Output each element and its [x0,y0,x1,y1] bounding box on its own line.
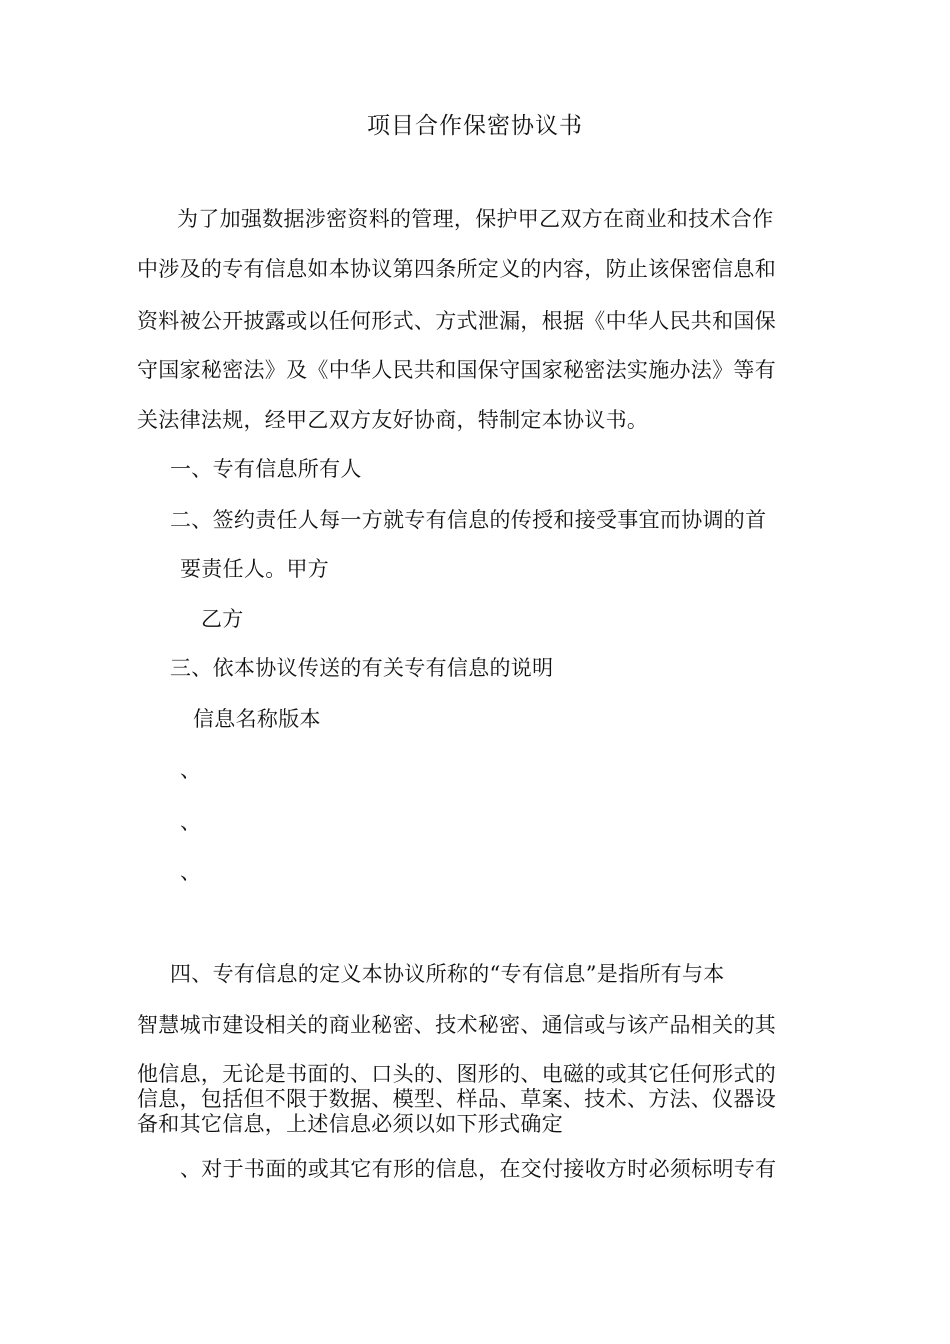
section-4-line-3: 他信息，无论是书面的、口头的、图形的、电磁的或其它任何形式的 [137,1062,776,1086]
list-mark-2: 、 [180,810,201,834]
document-title: 项目合作保密协议书 [367,113,583,139]
section-4-line-4: 信息，包括但不限于数据、模型、样品、草案、技术、方法、仪器设 [137,1087,776,1111]
section-3-table-header: 信息名称版本 [193,707,321,731]
section-2-line-2: 要责任人。甲方 [180,557,330,581]
section-2-line-1: 二、签约责任人每一方就专有信息的传授和接受事宜而协调的首 [170,508,767,532]
section-4-line-2: 智慧城市建设相关的商业秘密、技术秘密、通信或与该产品相关的其 [137,1013,776,1037]
section-4-item-1: 、对于书面的或其它有形的信息，在交付接收方时必须标明专有 [180,1157,777,1181]
intro-line-5: 关法律法规，经甲乙双方友好协商，特制定本协议书。 [137,408,649,432]
intro-line-3: 资料被公开披露或以任何形式、方式泄漏，根据《中华人民共和国保 [137,309,776,333]
section-2-party-b: 乙方 [201,607,244,631]
intro-line-4: 守国家秘密法》及《中华人民共和国保守国家秘密法实施办法》等有 [137,358,776,382]
section-1-heading: 一、专有信息所有人 [170,457,362,481]
section-3-heading: 三、依本协议传送的有关专有信息的说明 [170,656,554,680]
intro-line-1: 为了加强数据涉密资料的管理，保护甲乙双方在商业和技术合作 [177,207,774,231]
list-mark-3: 、 [180,860,201,884]
section-4-line-1: 四、专有信息的定义本协议所称的“专有信息”是指所有与本 [170,962,725,986]
list-mark-1: 、 [180,758,201,782]
intro-line-2: 中涉及的专有信息如本协议第四条所定义的内容，防止该保密信息和 [137,257,776,281]
section-4-line-5: 备和其它信息，上述信息必须以如下形式确定 [137,1112,563,1136]
